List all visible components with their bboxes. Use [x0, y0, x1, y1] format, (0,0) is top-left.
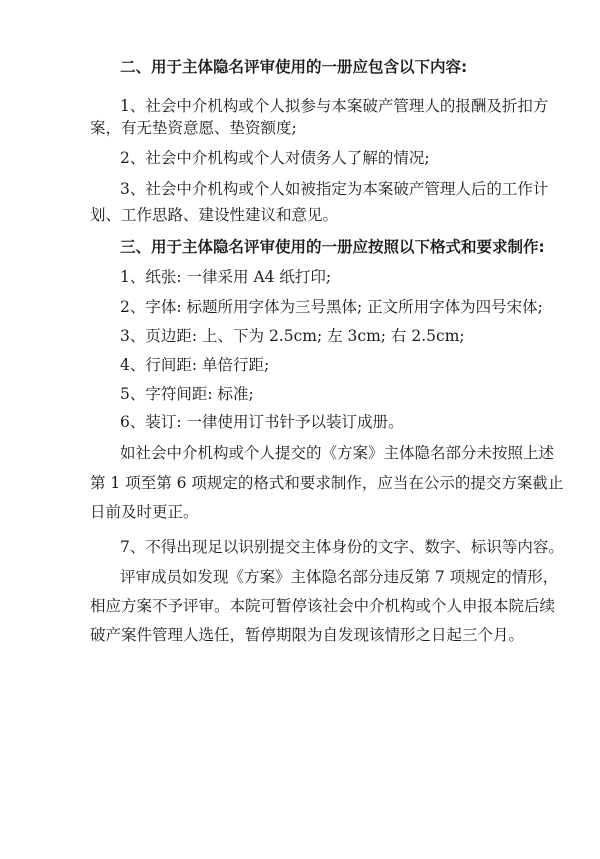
paragraph-b-line-2: 相应方案不予评审。本院可暂停该社会中介机构或个人申报本院后续: [90, 597, 556, 615]
section-2-item-3-line-2: 划、工作思路、建设性建议和意见。: [90, 206, 339, 224]
section-3-item-2: 2、字体: 标题所用字体为三号黑体; 正文所用字体为四号宋体;: [120, 298, 543, 316]
paragraph-a-line-2: 第 1 项至第 6 项规定的格式和要求制作，应当在公示的提交方案截止: [90, 474, 564, 492]
section-3-heading: 三、用于主体隐名评审使用的一册应按照以下格式和要求制作:: [120, 238, 545, 256]
section-3-item-3: 3、页边距: 上、下为 2.5cm; 左 3cm; 右 2.5cm;: [120, 327, 465, 345]
paragraph-a-line-3: 日前及时更正。: [90, 503, 199, 521]
section-3-item-6: 6、装订: 一律使用订书针予以装订成册。: [120, 413, 404, 431]
section-2-heading: 二、用于主体隐名评审使用的一册应包含以下内容:: [120, 58, 468, 76]
section-2-item-1-line-2: 案，有无垫资意愿、垫资额度;: [90, 119, 297, 137]
section-3-item-5: 5、字符间距: 标准;: [120, 385, 254, 403]
paragraph-a-line-1: 如社会中介机构或个人提交的《方案》主体隐名部分未按照上述: [120, 444, 555, 462]
paragraph-b-line-1: 评审成员如发现《方案》主体隐名部分违反第 7 项规定的情形，: [120, 568, 559, 586]
section-2-item-2: 2、社会中介机构或个人对债务人了解的情况;: [120, 149, 430, 167]
section-2-item-3-line-1: 3、社会中介机构或个人如被指定为本案破产管理人后的工作计: [120, 180, 549, 198]
section-3-item-4: 4、行间距: 单倍行距;: [120, 356, 270, 374]
item-7: 7、不得出现足以识别提交主体身份的文字、数字、标识等内容。: [120, 538, 564, 556]
paragraph-b-line-3: 破产案件管理人选任，暂停期限为自发现该情形之日起三个月。: [90, 626, 525, 644]
section-3-item-1: 1、纸张: 一律采用 A4 纸打印;: [120, 268, 332, 286]
section-2-item-1-line-1: 1、社会中介机构或个人拟参与本案破产管理人的报酬及折扣方: [120, 97, 549, 115]
